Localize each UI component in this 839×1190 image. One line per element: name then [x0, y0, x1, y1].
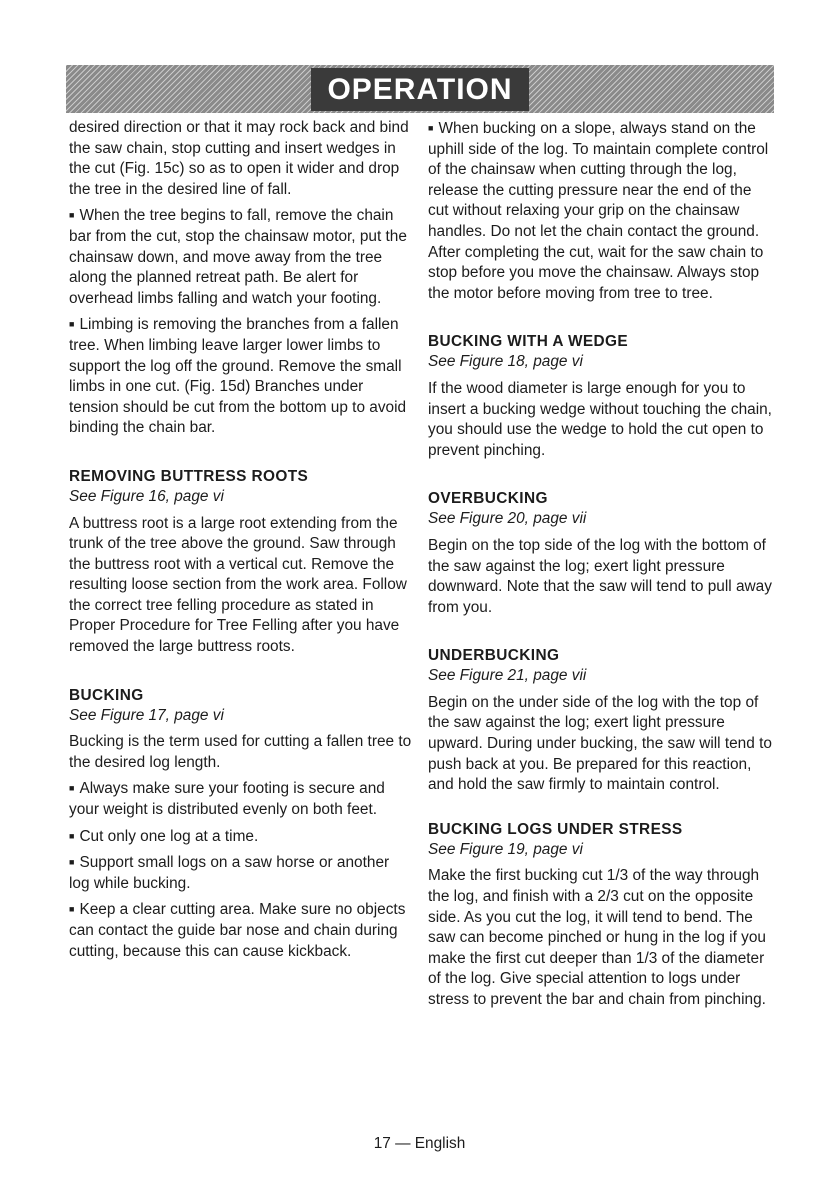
section-banner [66, 65, 774, 113]
section-heading-bucking: BUCKING [69, 686, 144, 704]
figure-reference: See Figure 21, page vii [428, 667, 587, 685]
page-title: OPERATION [311, 68, 528, 111]
bullet-item: ■ Always make sure your footing is secure and your weight is distributed evenly on both feet. [69, 778, 413, 820]
section-heading-bucking-with-wedge: BUCKING WITH A WEDGE [428, 333, 629, 351]
paragraph: A buttress root is a large root extending from the trunk of the tree above the ground. Saw through the buttress root with a vertical cut. Remove the resulting loose section from the work area. Follow the correct tree felling procedure as stated in Proper Procedure for Tree Felling after you have removed the large buttress roots. [69, 514, 407, 656]
figure-reference: See Figure 17, page vi [69, 706, 224, 724]
figure-reference: See Figure 20, page vii [428, 510, 587, 528]
bullet-item: ■ When bucking on a slope, always stand on the uphill side of the log. To maintain complete control of the chainsaw when cutting through the log, release the cutting pressure near the end of the cut without relaxing your grip on the chainsaw handles. Do not let the chain contact the ground. After completing the cut, wait for the saw chain to stop before you move the chainsaw. Always stop the motor before moving from tree to tree. [428, 118, 772, 304]
figure-reference: See Figure 19, page vi [428, 840, 583, 858]
paragraph: desired direction or that it may rock back and bind the saw chain, stop cutting and insert wedges in the cut (Fig. 15c) so as to open it wider and drop the tree in the desired line of fall. [69, 119, 409, 198]
section-heading-buttress-roots: REMOVING BUTTRESS ROOTS [69, 467, 309, 485]
section-heading-underbucking: UNDERBUCKING [428, 647, 560, 665]
bullet-item: ■ Limbing is removing the branches from a fallen tree. When limbing leave larger lower limbs to support the log off the ground. Remove the small limbs in one cut. (Fig. 15d) Branches under tension should be cut from the bottom up to avoid binding the chain bar. [69, 314, 413, 439]
paragraph: Bucking is the term used for cutting a fallen tree to the desired log length. [69, 733, 412, 771]
paragraph: Begin on the under side of the log with the top of the saw against the log; exert light pressure upward. During under bucking, the saw will tend to push back at you. Be prepared for this reaction, and hold the saw firmly to maintain control. [428, 693, 772, 794]
paragraph: If the wood diameter is large enough for you to insert a bucking wedge without touching the chain, you should use the wedge to hold the cut open to prevent pinching. [428, 379, 772, 459]
bullet-item: ■ Support small logs on a saw horse or another log while bucking. [69, 852, 413, 894]
left-column [69, 118, 413, 967]
bullet-item: ■ Keep a clear cutting area. Make sure no objects can contact the guide bar nose and chain during cutting, because this can cause kickback. [69, 899, 413, 962]
paragraph: Make the first bucking cut 1/3 of the way through the log, and finish with a 2/3 cut on the opposite side. As you cut the log, it will tend to bend. The saw can become pinched or hung in the log if you make the first cut deeper than 1/3 of the diameter of the log. Give special attention to logs under stress to prevent the bar and chain from pinching. [428, 867, 766, 1008]
bullet-item: ■ When the tree begins to fall, remove the chain bar from the cut, stop the chainsaw motor, put the chainsaw down, and move away from the tree along the planned retreat path. Be alert for overhead limbs falling and watch your footing. [69, 205, 413, 309]
figure-reference: See Figure 16, page vi [69, 487, 224, 505]
page-footer: 17 — English [373, 1135, 466, 1152]
paragraph: Begin on the top side of the log with the bottom of the saw against the log; exert light pressure downward. Note that the saw will tend to pull away from you. [428, 536, 772, 616]
section-heading-bucking-logs-under-stress: BUCKING LOGS UNDER STRESS [428, 820, 683, 838]
right-column [428, 118, 772, 1016]
figure-reference: See Figure 18, page vi [428, 353, 583, 371]
section-heading-overbucking: OVERBUCKING [428, 490, 548, 508]
bullet-item: ■ Cut only one log at a time. [69, 826, 413, 848]
